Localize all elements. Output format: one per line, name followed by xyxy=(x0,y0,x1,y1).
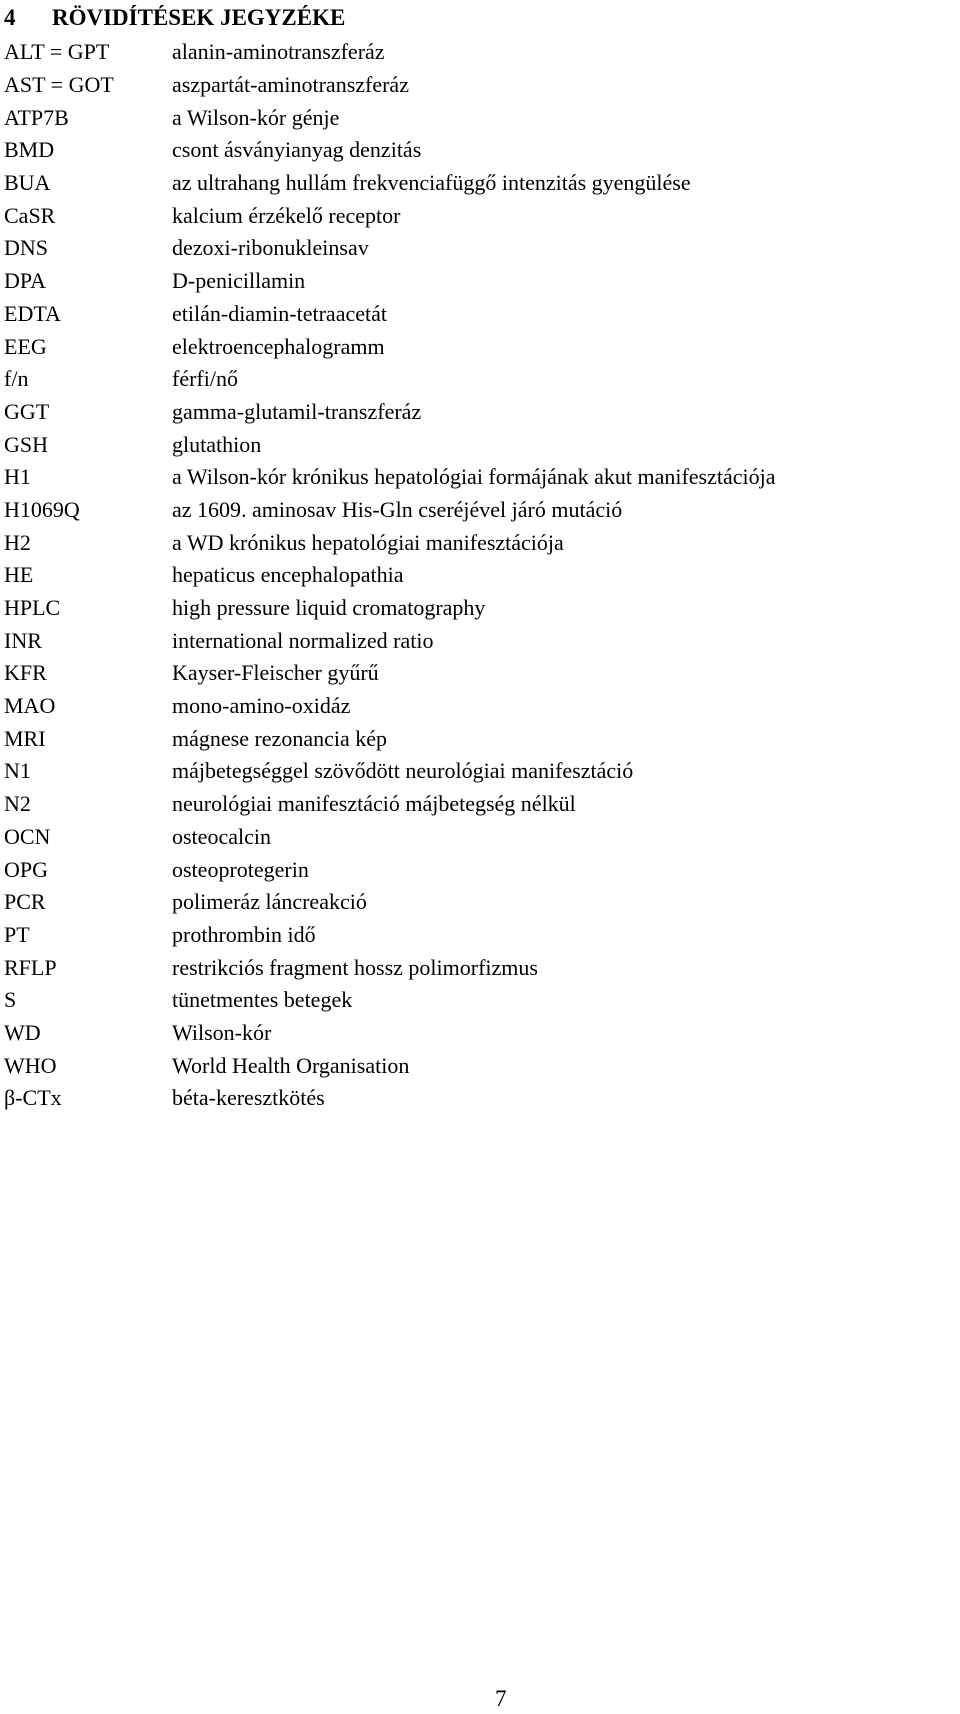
abbreviation-row xyxy=(4,755,776,788)
abbreviation-definition: mono-amino-oxidáz xyxy=(172,693,351,719)
abbreviation-term: OCN xyxy=(4,823,51,849)
abbreviation-definition: restrikciós fragment hossz polimorfizmus xyxy=(172,954,538,980)
abbreviation-term: β-CTx xyxy=(4,1085,62,1111)
abbreviation-term: H2 xyxy=(4,529,31,555)
abbreviation-definition: gamma-glutamil-transzferáz xyxy=(172,398,422,424)
abbreviation-term: HPLC xyxy=(4,595,61,621)
abbreviation-term: S xyxy=(4,987,17,1013)
abbreviation-term: MAO xyxy=(4,693,56,719)
abbreviation-definition: prothrombin idő xyxy=(172,921,316,947)
abbreviation-row xyxy=(4,1049,776,1082)
abbreviation-term: EDTA xyxy=(4,300,61,326)
abbreviation-definition: dezoxi-ribonukleinsav xyxy=(172,235,369,261)
abbreviation-term: EEG xyxy=(4,333,47,359)
abbreviation-definition: glutathion xyxy=(172,431,262,457)
abbreviation-row xyxy=(4,363,776,396)
abbreviation-row xyxy=(4,722,776,755)
abbreviation-term: INR xyxy=(4,627,42,653)
page-number: 7 xyxy=(495,1686,507,1711)
abbreviation-definition: a Wilson-kór génje xyxy=(172,104,340,130)
abbreviation-row xyxy=(4,330,776,363)
abbreviation-row xyxy=(4,265,776,298)
abbreviation-definition: a WD krónikus hepatológiai manifesztációja xyxy=(172,529,564,555)
abbreviation-term: PT xyxy=(4,921,30,947)
abbreviation-row xyxy=(4,788,776,821)
abbreviation-definition: férfi/nő xyxy=(172,366,238,392)
abbreviation-row xyxy=(4,428,776,461)
abbreviation-row xyxy=(4,919,776,952)
abbreviation-row xyxy=(4,199,776,232)
abbreviation-row xyxy=(4,624,776,657)
abbreviation-row xyxy=(4,951,776,984)
abbreviation-definition: tünetmentes betegek xyxy=(172,987,353,1013)
abbreviation-row xyxy=(4,886,776,919)
abbreviation-definition: mágnese rezonancia kép xyxy=(172,725,387,751)
abbreviation-definition: etilán-diamin-tetraacetát xyxy=(172,300,387,326)
abbreviation-row xyxy=(4,396,776,429)
abbreviation-term: GGT xyxy=(4,398,50,424)
abbreviation-definition: World Health Organisation xyxy=(172,1052,410,1078)
abbreviation-term: DPA xyxy=(4,268,46,294)
abbreviation-term: CaSR xyxy=(4,202,56,228)
abbreviation-term: OPG xyxy=(4,856,49,882)
abbreviation-definition: neurológiai manifesztáció májbetegség nélkül xyxy=(172,791,576,817)
abbreviation-definition: international normalized ratio xyxy=(172,627,434,653)
abbreviation-row xyxy=(4,559,776,592)
abbreviation-definition: béta-keresztkötés xyxy=(172,1085,325,1111)
abbreviation-definition: alanin-aminotranszferáz xyxy=(172,39,385,65)
abbreviation-row xyxy=(4,1082,776,1115)
abbreviation-definition: aszpartát-aminotranszferáz xyxy=(172,72,409,98)
abbreviation-term: ATP7B xyxy=(4,104,69,130)
abbreviation-row xyxy=(4,1017,776,1050)
abbreviation-definition: kalcium érzékelő receptor xyxy=(172,202,401,228)
abbreviation-row xyxy=(4,821,776,854)
abbreviation-row xyxy=(4,232,776,265)
abbreviation-term: BUA xyxy=(4,170,51,196)
abbreviation-row xyxy=(4,984,776,1017)
abbreviation-term: RFLP xyxy=(4,954,57,980)
section-number: 4 xyxy=(4,5,16,30)
abbreviation-definition: a Wilson-kór krónikus hepatológiai formájának akut manifesztációja xyxy=(172,464,776,490)
abbreviation-definition: polimeráz láncreakció xyxy=(172,889,367,915)
abbreviation-definition: osteocalcin xyxy=(172,823,271,849)
abbreviation-term: ALT = GPT xyxy=(4,39,110,65)
abbreviation-definition: D-penicillamin xyxy=(172,268,306,294)
abbreviation-term: H1 xyxy=(4,464,31,490)
section-title: RÖVIDÍTÉSEK JEGYZÉKE xyxy=(52,5,346,30)
abbreviation-list xyxy=(4,36,776,1115)
abbreviation-definition: hepaticus encephalopathia xyxy=(172,562,404,588)
abbreviation-term: HE xyxy=(4,562,34,588)
abbreviation-definition: az 1609. aminosav His-Gln cseréjével járó mutáció xyxy=(172,496,623,522)
abbreviation-definition: Kayser-Fleischer gyűrű xyxy=(172,660,379,686)
abbreviation-term: H1069Q xyxy=(4,496,80,522)
abbreviation-term: f/n xyxy=(4,366,29,392)
abbreviation-definition: elektroencephalogramm xyxy=(172,333,385,359)
abbreviation-row xyxy=(4,298,776,331)
abbreviation-term: GSH xyxy=(4,431,49,457)
abbreviation-row xyxy=(4,853,776,886)
abbreviation-definition: osteoprotegerin xyxy=(172,856,309,882)
abbreviation-definition: májbetegséggel szövődött neurológiai manifesztáció xyxy=(172,758,634,784)
abbreviation-row xyxy=(4,690,776,723)
abbreviation-definition: csont ásványianyag denzitás xyxy=(172,137,422,163)
abbreviation-row xyxy=(4,101,776,134)
abbreviation-definition: high pressure liquid cromatography xyxy=(172,595,486,621)
abbreviation-row xyxy=(4,461,776,494)
section-heading xyxy=(4,4,345,32)
abbreviation-definition: Wilson-kór xyxy=(172,1019,272,1045)
abbreviation-term: DNS xyxy=(4,235,49,261)
abbreviation-row xyxy=(4,657,776,690)
abbreviation-term: KFR xyxy=(4,660,47,686)
abbreviation-term: BMD xyxy=(4,137,55,163)
abbreviation-definition: az ultrahang hullám frekvenciafüggő intenzitás gyengülése xyxy=(172,170,691,196)
abbreviation-row xyxy=(4,134,776,167)
abbreviation-term: WHO xyxy=(4,1052,57,1078)
abbreviation-term: MRI xyxy=(4,725,46,751)
abbreviation-row xyxy=(4,167,776,200)
abbreviation-row xyxy=(4,69,776,102)
abbreviation-row xyxy=(4,592,776,625)
abbreviation-term: WD xyxy=(4,1019,41,1045)
abbreviation-term: N2 xyxy=(4,791,31,817)
abbreviation-term: N1 xyxy=(4,758,31,784)
abbreviation-row xyxy=(4,526,776,559)
abbreviation-term: PCR xyxy=(4,889,46,915)
abbreviation-term: AST = GOT xyxy=(4,72,114,98)
abbreviation-row xyxy=(4,494,776,527)
abbreviation-row xyxy=(4,36,776,69)
